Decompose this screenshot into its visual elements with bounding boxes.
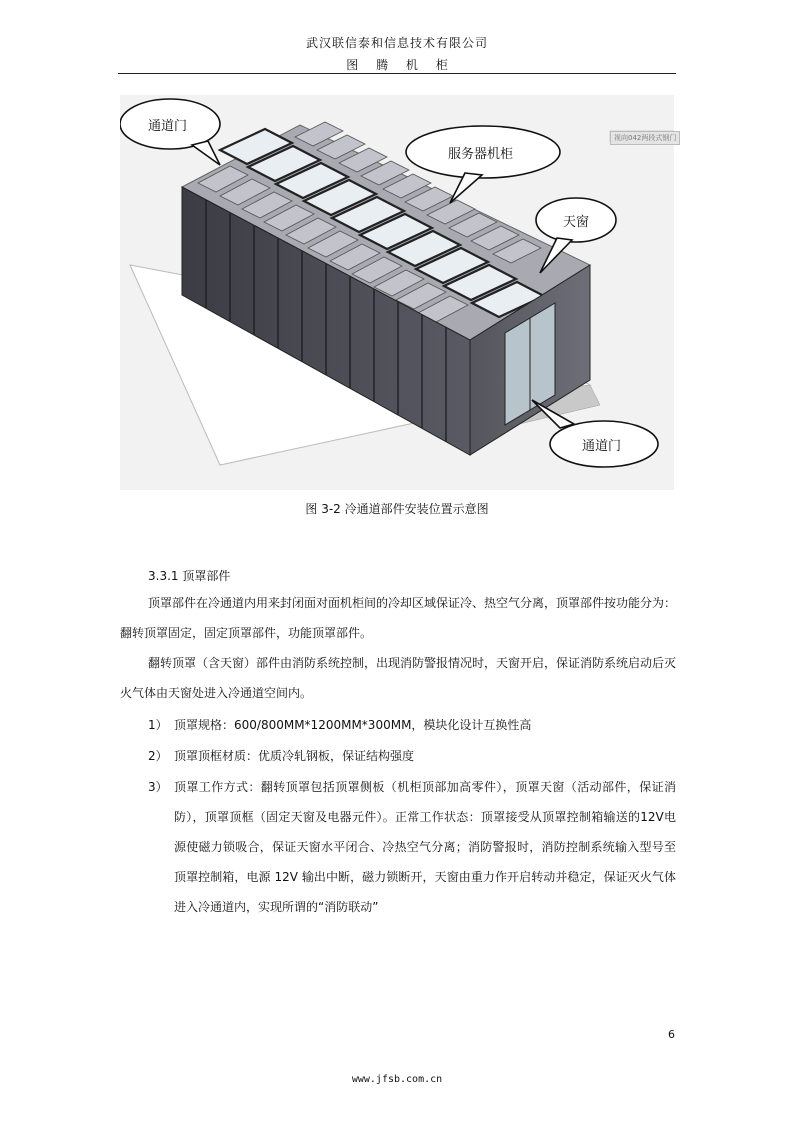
header-company-name: 武汉联信泰和信息技术有限公司 — [305, 36, 488, 50]
callout-skylight-label: 天窗 — [563, 215, 590, 230]
software-tag: 视向042两段式钢门 — [610, 131, 680, 145]
cabinet-illustration — [120, 95, 674, 490]
paragraph-1: 顶罩部件在冷通道内用来封闭面对面机柜间的冷却区域保证冷、热空气分离，顶罩部件按功能分为：翻转顶罩固定，固定顶罩部件，功能顶罩部件。 — [120, 596, 677, 640]
callout-server-label: 服务器机柜 — [448, 147, 514, 162]
callout-door-top-pointer — [192, 141, 220, 165]
section-title: 3.3.1 顶罩部件 — [148, 569, 231, 583]
cold-aisle-figure — [120, 95, 677, 490]
paragraph-2: 翻转顶罩（含天窗）部件由消防系统控制，出现消防警报情况时，天窗开启，保证消防系统启动后灭火气体由天窗处进入冷通道空间内。 — [120, 656, 677, 700]
list-number: 1） — [148, 718, 168, 732]
callout-door-top-label: 通道门 — [148, 119, 188, 134]
list-item-2 — [148, 741, 676, 771]
list-item-1 — [148, 710, 676, 740]
header-divider — [118, 73, 676, 74]
list-text: 顶罩工作方式：翻转顶罩包括顶罩侧板（机柜顶部加高零件），顶罩天窗（活动部件，保证消防），顶罩顶框（固定天窗及电器元件）。正常工作状态：顶罩接受从顶罩控制箱输送的12V电源使磁力锁吸合，保证天窗水平闭合、冷热空气分离；消防警报时，消防控制系统输入型号至顶罩控制箱，电源 12V 输出中断，磁力锁断开，天窗由重力作开启转动并稳定，保证灭火气体进入冷通道内，实现所谓的“消防联动” — [174, 780, 676, 914]
figure-caption: 图 3-2 冷通道部件安装位置示意图 — [305, 502, 489, 516]
header-subtitle: 图 腾 机 柜 — [346, 58, 448, 72]
list-text: 顶罩规格：600/800MM*1200MM*300MM，模块化设计互换性高 — [174, 718, 532, 732]
list-item-3 — [148, 772, 676, 922]
list-number: 3） — [148, 780, 168, 794]
list-text: 顶罩顶框材质：优质冷轧钢板，保证结构强度 — [174, 749, 415, 763]
callout-server-pointer — [450, 173, 482, 203]
callout-door-bottom-label: 通道门 — [582, 439, 622, 454]
list-number: 2） — [148, 749, 168, 763]
footer-url: www.jfsb.com.cn — [351, 1074, 443, 1085]
page-number: 6 — [668, 1028, 675, 1041]
